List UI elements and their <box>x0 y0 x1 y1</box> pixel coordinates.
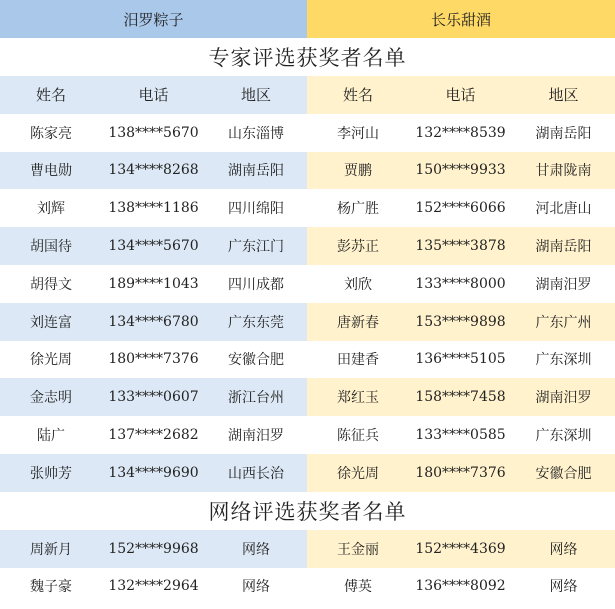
cell-phone-right: 152****6066 <box>409 189 512 227</box>
cell-region-right: 河北唐山 <box>512 189 615 227</box>
cell-region-right: 湖南汨罗 <box>512 378 615 416</box>
cell-name-left: 周新月 <box>0 530 102 568</box>
cell-name-right: 郑红玉 <box>307 378 409 416</box>
cell-phone-right: 136****8092 <box>409 568 512 606</box>
cell-name-right: 唐新春 <box>307 303 409 341</box>
table-row <box>0 152 615 190</box>
cell-region-right: 广东深圳 <box>512 416 615 454</box>
cell-name-left: 曹电勋 <box>0 152 102 190</box>
network-section-title: 网络评选获奖者名单 <box>0 492 615 530</box>
cell-phone-left: 134****6780 <box>102 303 205 341</box>
table-row <box>0 568 615 606</box>
expert-winners-table <box>0 114 615 492</box>
cell-name-right: 田建香 <box>307 341 409 379</box>
cell-phone-right: 150****9933 <box>409 152 512 190</box>
cell-phone-left: 137****2682 <box>102 416 205 454</box>
table-row <box>0 530 615 568</box>
cell-name-right: 刘欣 <box>307 265 409 303</box>
cell-region-left: 山东淄博 <box>205 114 307 152</box>
cell-phone-left: 180****7376 <box>102 341 205 379</box>
cell-name-right: 王金丽 <box>307 530 409 568</box>
cell-name-left: 胡得文 <box>0 265 102 303</box>
cell-name-right: 杨广胜 <box>307 189 409 227</box>
expert-section-title: 专家评选获奖者名单 <box>0 38 615 76</box>
cell-region-left: 广东江门 <box>205 227 307 265</box>
table-row <box>0 227 615 265</box>
cell-phone-right: 135****3878 <box>409 227 512 265</box>
cell-region-left: 网络 <box>205 568 307 606</box>
column-header-phone-right: 电话 <box>409 76 512 114</box>
header-right-product: 长乐甜酒 <box>307 0 615 38</box>
cell-region-right: 广东深圳 <box>512 341 615 379</box>
cell-name-right: 徐光周 <box>307 454 409 492</box>
cell-region-right: 湖南岳阳 <box>512 227 615 265</box>
cell-name-left: 金志明 <box>0 378 102 416</box>
cell-region-right: 安徽合肥 <box>512 454 615 492</box>
cell-region-left: 四川绵阳 <box>205 189 307 227</box>
cell-region-left: 湖南汨罗 <box>205 416 307 454</box>
cell-phone-left: 133****0607 <box>102 378 205 416</box>
column-header-region-left: 地区 <box>205 76 307 114</box>
cell-name-left: 张帅芳 <box>0 454 102 492</box>
cell-region-right: 网络 <box>512 568 615 606</box>
cell-phone-right: 133****0585 <box>409 416 512 454</box>
cell-region-right: 网络 <box>512 530 615 568</box>
column-header-name-left: 姓名 <box>0 76 102 114</box>
cell-region-right: 湖南岳阳 <box>512 114 615 152</box>
table-row <box>0 341 615 379</box>
cell-phone-left: 138****1186 <box>102 189 205 227</box>
cell-name-right: 彭苏正 <box>307 227 409 265</box>
cell-phone-right: 152****4369 <box>409 530 512 568</box>
cell-region-left: 安徽合肥 <box>205 341 307 379</box>
header-left-product: 汨罗粽子 <box>0 0 307 38</box>
cell-name-left: 陈家亮 <box>0 114 102 152</box>
cell-name-right: 陈征兵 <box>307 416 409 454</box>
cell-region-right: 广东广州 <box>512 303 615 341</box>
cell-phone-right: 136****5105 <box>409 341 512 379</box>
network-winners-table <box>0 530 615 606</box>
cell-name-left: 刘连富 <box>0 303 102 341</box>
cell-region-left: 广东东莞 <box>205 303 307 341</box>
cell-phone-left: 134****9690 <box>102 454 205 492</box>
cell-name-left: 徐光周 <box>0 341 102 379</box>
cell-phone-left: 189****1043 <box>102 265 205 303</box>
cell-phone-left: 134****5670 <box>102 227 205 265</box>
cell-name-left: 刘辉 <box>0 189 102 227</box>
column-header-phone-left: 电话 <box>102 76 205 114</box>
cell-phone-left: 138****5670 <box>102 114 205 152</box>
cell-phone-left: 134****8268 <box>102 152 205 190</box>
cell-phone-left: 152****9968 <box>102 530 205 568</box>
column-header-name-right: 姓名 <box>307 76 409 114</box>
table-row <box>0 265 615 303</box>
product-header <box>0 0 615 38</box>
cell-phone-left: 132****2964 <box>102 568 205 606</box>
cell-region-left: 湖南岳阳 <box>205 152 307 190</box>
cell-region-left: 浙江台州 <box>205 378 307 416</box>
cell-region-left: 山西长治 <box>205 454 307 492</box>
cell-phone-right: 132****8539 <box>409 114 512 152</box>
cell-phone-right: 180****7376 <box>409 454 512 492</box>
cell-name-left: 陆广 <box>0 416 102 454</box>
cell-region-left: 四川成都 <box>205 265 307 303</box>
cell-name-right: 贾鹏 <box>307 152 409 190</box>
table-row <box>0 303 615 341</box>
table-row <box>0 189 615 227</box>
column-header-row <box>0 76 615 114</box>
cell-region-right: 湖南汨罗 <box>512 265 615 303</box>
table-row <box>0 378 615 416</box>
cell-name-right: 李河山 <box>307 114 409 152</box>
cell-name-left: 魏子豪 <box>0 568 102 606</box>
cell-region-left: 网络 <box>205 530 307 568</box>
cell-name-left: 胡国待 <box>0 227 102 265</box>
cell-phone-right: 133****8000 <box>409 265 512 303</box>
cell-phone-right: 153****9898 <box>409 303 512 341</box>
cell-phone-right: 158****7458 <box>409 378 512 416</box>
table-row <box>0 416 615 454</box>
cell-name-right: 傅英 <box>307 568 409 606</box>
table-row <box>0 114 615 152</box>
column-header-region-right: 地区 <box>512 76 615 114</box>
table-row <box>0 454 615 492</box>
cell-region-right: 甘肃陇南 <box>512 152 615 190</box>
